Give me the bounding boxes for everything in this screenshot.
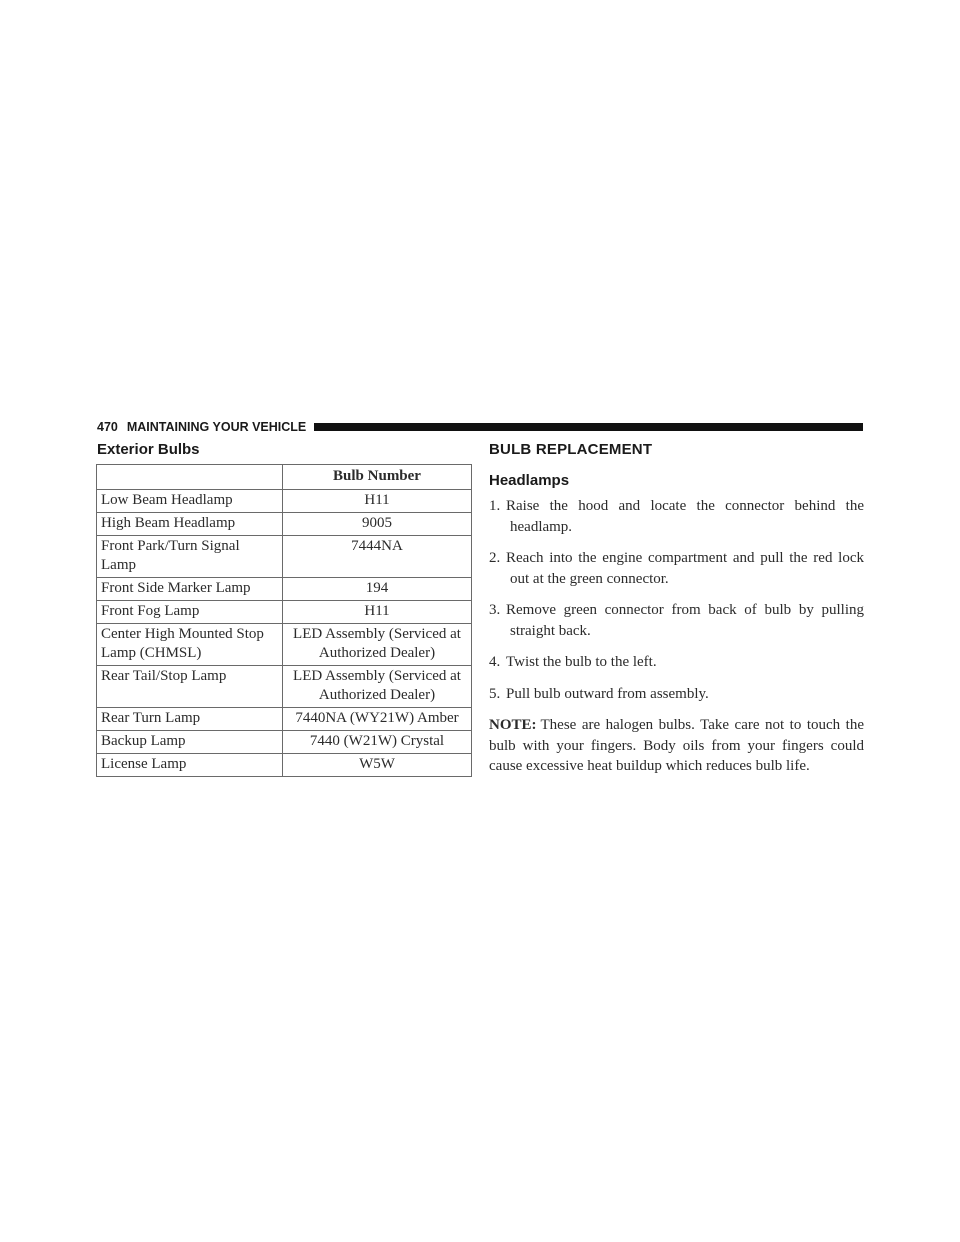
step-number: 3. bbox=[489, 602, 501, 618]
note-paragraph bbox=[489, 715, 864, 777]
bulb-number: 7440NA (WY21W) Amber bbox=[283, 708, 472, 731]
bulb-replacement-title: BULB REPLACEMENT bbox=[489, 441, 653, 458]
step-text: Remove green connector from back of bulb by pulling straight back. bbox=[506, 602, 864, 639]
replacement-step bbox=[489, 652, 864, 673]
bulb-number: LED Assembly (Serviced at Authorized Dealer) bbox=[283, 666, 472, 708]
table-row bbox=[97, 536, 472, 578]
bulb-location: High Beam Headlamp bbox=[97, 513, 283, 536]
table-row bbox=[97, 513, 472, 536]
replacement-step bbox=[489, 600, 864, 641]
header-rule bbox=[314, 423, 863, 431]
page-number: 470 bbox=[97, 420, 118, 434]
note-text: These are halogen bulbs. Take care not to touch the bulb with your fingers. Body oils from your fingers could cause excessive heat buildup which reduces bulb life. bbox=[489, 717, 864, 774]
bulb-location: Center High Mounted Stop Lamp (CHMSL) bbox=[97, 624, 283, 666]
table-row bbox=[97, 578, 472, 601]
replacement-step bbox=[489, 496, 864, 537]
step-text: Twist the bulb to the left. bbox=[506, 654, 657, 670]
table-row bbox=[97, 754, 472, 777]
table-row bbox=[97, 490, 472, 513]
column-header-bulb-number: Bulb Number bbox=[283, 465, 472, 490]
bulb-location: Rear Tail/Stop Lamp bbox=[97, 666, 283, 708]
bulb-location: License Lamp bbox=[97, 754, 283, 777]
table-header-row bbox=[97, 465, 472, 490]
bulb-number: H11 bbox=[283, 601, 472, 624]
table-body bbox=[97, 490, 472, 777]
bulb-number: 7440 (W21W) Crystal bbox=[283, 731, 472, 754]
replacement-steps bbox=[489, 496, 864, 777]
table-row bbox=[97, 624, 472, 666]
table-row bbox=[97, 708, 472, 731]
step-number: 5. bbox=[489, 685, 501, 702]
bulb-location: Front Side Marker Lamp bbox=[97, 578, 283, 601]
bulb-number: 9005 bbox=[283, 513, 472, 536]
section-title: MAINTAINING YOUR VEHICLE bbox=[126, 420, 307, 434]
table-row bbox=[97, 601, 472, 624]
bulb-number: LED Assembly (Serviced at Authorized Dealer) bbox=[283, 624, 472, 666]
table-row bbox=[97, 731, 472, 754]
step-number: 4. bbox=[489, 654, 501, 670]
step-number: 1. bbox=[489, 498, 501, 514]
bulb-location: Rear Turn Lamp bbox=[97, 708, 283, 731]
exterior-bulbs-title: Exterior Bulbs bbox=[97, 441, 200, 458]
step-number: 2. bbox=[489, 550, 501, 566]
bulb-number: 7444NA bbox=[283, 536, 472, 578]
bulb-number: W5W bbox=[283, 754, 472, 777]
bulb-location: Front Park/Turn Signal Lamp bbox=[97, 536, 283, 578]
bulb-number: 194 bbox=[283, 578, 472, 601]
bulb-location: Backup Lamp bbox=[97, 731, 283, 754]
exterior-bulbs-table bbox=[96, 464, 472, 777]
replacement-step bbox=[489, 548, 864, 589]
step-text: Pull bulb outward from assembly. bbox=[506, 685, 709, 702]
table-row bbox=[97, 666, 472, 708]
headlamps-subtitle: Headlamps bbox=[489, 472, 570, 489]
column-header-name bbox=[97, 465, 283, 490]
step-text: Reach into the engine compartment and pull the red lock out at the green connector. bbox=[506, 550, 864, 587]
note-label: NOTE: bbox=[489, 717, 537, 733]
step-list bbox=[489, 496, 864, 704]
bulb-number: H11 bbox=[283, 490, 472, 513]
page-header bbox=[97, 419, 863, 435]
step-text: Raise the hood and locate the connector behind the headlamp. bbox=[506, 498, 864, 535]
bulb-location: Low Beam Headlamp bbox=[97, 490, 283, 513]
bulb-location: Front Fog Lamp bbox=[97, 601, 283, 624]
replacement-step bbox=[489, 684, 864, 705]
